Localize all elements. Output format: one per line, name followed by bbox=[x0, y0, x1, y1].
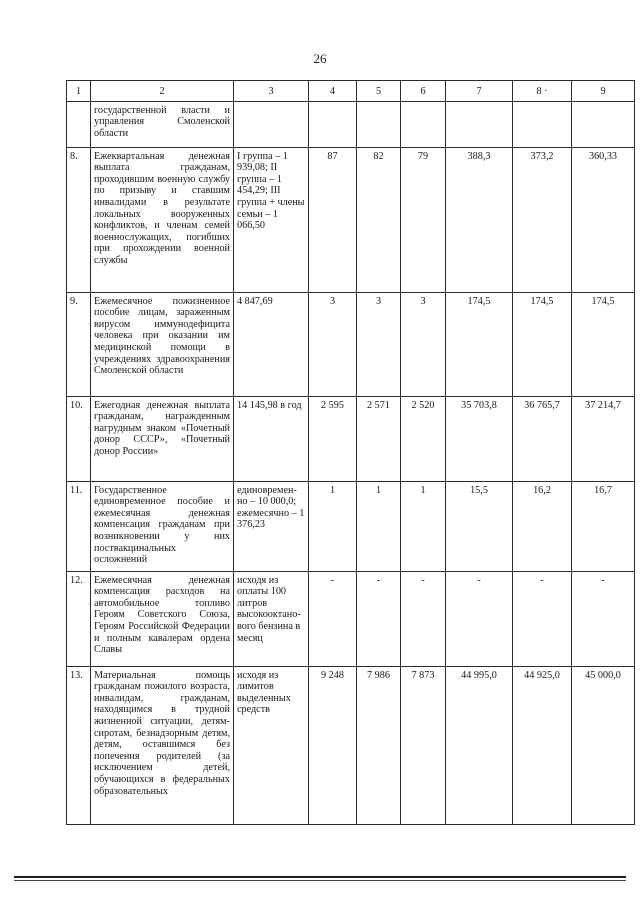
value-cell: - bbox=[309, 571, 357, 666]
value-cell: - bbox=[446, 571, 513, 666]
value-cell: 79 bbox=[401, 147, 446, 292]
table-row bbox=[67, 101, 635, 147]
value-cell: 16,7 bbox=[572, 481, 635, 571]
page-number: 26 bbox=[313, 51, 327, 66]
benefit-name: Государственное единовременное пособие и ежемесячная денежная компенсация гражданам при возникновении у них поствакцинальных осложнений bbox=[91, 481, 234, 571]
benefit-amount: 4 847,69 bbox=[234, 292, 309, 396]
column-header: 7 bbox=[446, 81, 513, 102]
bottom-rule bbox=[14, 876, 626, 878]
benefit-amount: 14 145,98 в год bbox=[234, 396, 309, 481]
value-cell: 87 bbox=[309, 147, 357, 292]
value-cell: 2 571 bbox=[357, 396, 401, 481]
value-cell: 9 248 bbox=[309, 666, 357, 824]
value-cell: - bbox=[513, 571, 572, 666]
value-cell: 37 214,7 bbox=[572, 396, 635, 481]
value-cell: 16,2 bbox=[513, 481, 572, 571]
value-cell: - bbox=[357, 571, 401, 666]
value-cell: - bbox=[401, 571, 446, 666]
benefit-amount: I группа – 1 939,08; II группа – 1 454,29; III группа + члены семьи – 1 066,50 bbox=[234, 147, 309, 292]
value-cell: 35 703,8 bbox=[446, 396, 513, 481]
benefit-amount: исходя из лимитов выделенных средств bbox=[234, 666, 309, 824]
benefit-amount: исходя из оплаты 100 литров высокооктано-вого бензина в месяц bbox=[234, 571, 309, 666]
value-cell: 7 873 bbox=[401, 666, 446, 824]
benefit-name: Ежемесячная денежная компенсация расходов на автомобильное топливо Героям Советского Союза, Героям Российской Федерации и полным кавалерам ордена Славы bbox=[91, 571, 234, 666]
value-cell: - bbox=[572, 571, 635, 666]
column-header: 5 bbox=[357, 81, 401, 102]
value-cell bbox=[357, 101, 401, 147]
benefit-amount: единовремен-но – 10 000,0; ежемесячно – 1 376,23 bbox=[234, 481, 309, 571]
header-row bbox=[67, 81, 635, 102]
value-cell bbox=[572, 101, 635, 147]
column-header: 2 bbox=[91, 81, 234, 102]
table-row bbox=[67, 396, 635, 481]
value-cell bbox=[401, 101, 446, 147]
value-cell bbox=[309, 101, 357, 147]
benefit-amount bbox=[234, 101, 309, 147]
table-row bbox=[67, 292, 635, 396]
column-header: 9 bbox=[572, 81, 635, 102]
value-cell: 1 bbox=[309, 481, 357, 571]
value-cell: 360,33 bbox=[572, 147, 635, 292]
benefits-table bbox=[66, 80, 635, 825]
benefit-name: Ежемесячное пожизненное пособие лицам, зараженным вирусом иммунодефицита человека при оказании им медицинской помощи в учреждениях здравоохранения Смоленской области bbox=[91, 292, 234, 396]
value-cell: 7 986 bbox=[357, 666, 401, 824]
value-cell: 36 765,7 bbox=[513, 396, 572, 481]
column-header: 6 bbox=[401, 81, 446, 102]
table-row bbox=[67, 666, 635, 824]
row-number: 8. bbox=[67, 147, 91, 292]
value-cell: 45 000,0 bbox=[572, 666, 635, 824]
table-row bbox=[67, 481, 635, 571]
value-cell: 174,5 bbox=[572, 292, 635, 396]
value-cell: 82 bbox=[357, 147, 401, 292]
benefit-name: Материальная помощь гражданам пожилого возраста, инвалидам, гражданам, находящимся в трудной жизненной ситуации, детям-сиротам, безнадзорным детям, детям, оставшимся без попечения родителей (за исключением детей, обучающихся в федеральных образовательных bbox=[91, 666, 234, 824]
column-header: 4 bbox=[309, 81, 357, 102]
value-cell: 3 bbox=[357, 292, 401, 396]
value-cell: 1 bbox=[357, 481, 401, 571]
value-cell: 174,5 bbox=[446, 292, 513, 396]
bottom-rule-thin bbox=[14, 880, 626, 881]
column-header: 1 bbox=[67, 81, 91, 102]
table-row bbox=[67, 147, 635, 292]
benefit-name: Ежегодная денежная выплата гражданам, награжденным нагрудным знаком «Почетный донор СССР», «Почетный донор России» bbox=[91, 396, 234, 481]
benefit-name: Ежеквартальная денежная выплата гражданам, проходившим военную службу по призыву и ставшим инвалидами в результате локальных вооруженных конфликтов, и членам семей военнослужащих, погибших при прохождении военной службы bbox=[91, 147, 234, 292]
value-cell: 2 520 bbox=[401, 396, 446, 481]
value-cell: 1 bbox=[401, 481, 446, 571]
value-cell bbox=[446, 101, 513, 147]
row-number: 11. bbox=[67, 481, 91, 571]
row-number bbox=[67, 101, 91, 147]
row-number: 10. bbox=[67, 396, 91, 481]
column-header: 8 · bbox=[513, 81, 572, 102]
row-number: 9. bbox=[67, 292, 91, 396]
value-cell: 174,5 bbox=[513, 292, 572, 396]
table-row bbox=[67, 571, 635, 666]
value-cell: 388,3 bbox=[446, 147, 513, 292]
value-cell: 44 925,0 bbox=[513, 666, 572, 824]
column-header: 3 bbox=[234, 81, 309, 102]
benefit-name: государственной власти и управления Смоленской области bbox=[91, 101, 234, 147]
value-cell: 373,2 bbox=[513, 147, 572, 292]
value-cell: 3 bbox=[401, 292, 446, 396]
value-cell: 3 bbox=[309, 292, 357, 396]
row-number: 13. bbox=[67, 666, 91, 824]
value-cell: 2 595 bbox=[309, 396, 357, 481]
value-cell: 15,5 bbox=[446, 481, 513, 571]
row-number: 12. bbox=[67, 571, 91, 666]
value-cell bbox=[513, 101, 572, 147]
value-cell: 44 995,0 bbox=[446, 666, 513, 824]
